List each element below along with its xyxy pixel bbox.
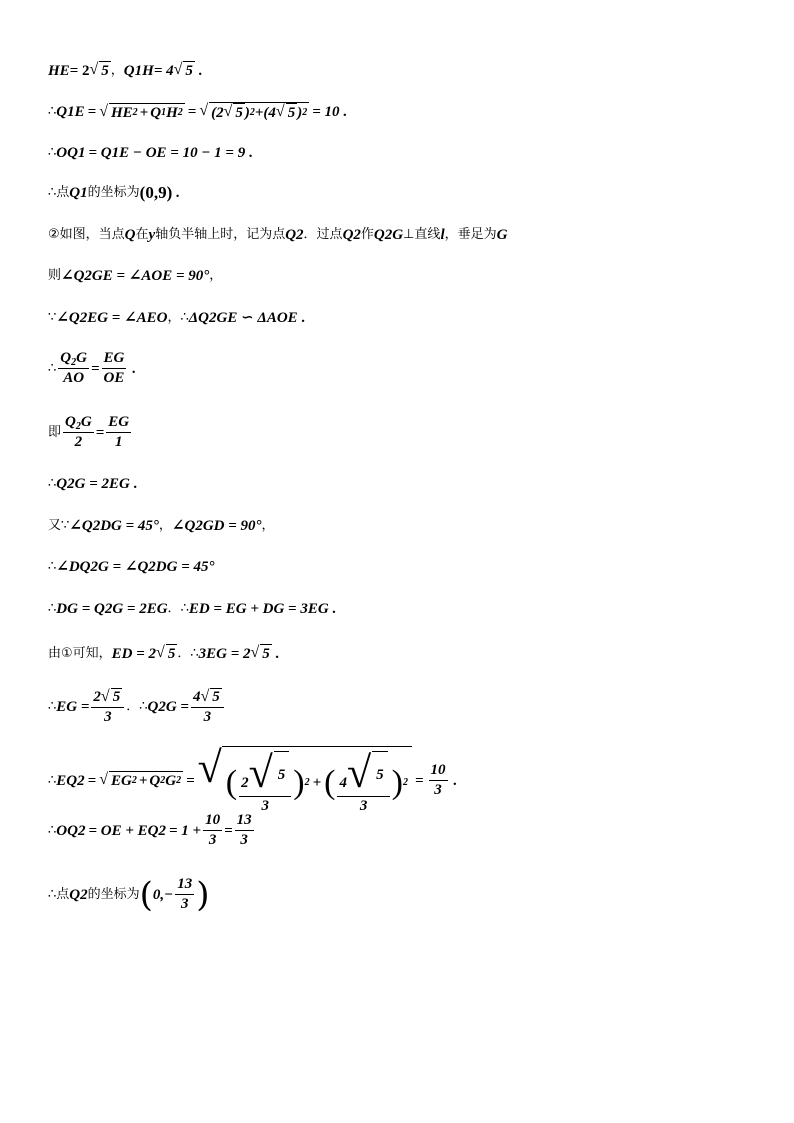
text: 的坐标为 (87, 886, 140, 902)
math-expression: E − OE = 10 − 1 = 9 (119, 145, 246, 161)
math-q: Q (69, 886, 81, 903)
line-2: ∴ Q 1 E = √ HE 2 + Q 1 H 2 = √ (2 √ 5 ) 2 +(4 √ 5 ) 2 = 10 . (48, 102, 348, 121)
text: 点 (56, 886, 70, 902)
text: 作 (360, 227, 374, 242)
math-q: Q (56, 476, 68, 492)
period: . (275, 645, 280, 662)
fraction: $\frac{Q_2G}{2}$ (65, 414, 92, 450)
separator: ． (167, 601, 181, 616)
math-expression: DG = Q (56, 601, 105, 617)
text: 的坐标为 (87, 185, 140, 200)
period: . (133, 476, 138, 492)
math-expression: DG = 45° (155, 559, 215, 575)
math-expression: 3EG = 2 (198, 645, 251, 662)
line-7: ∵ ∠Q 2 EG = ∠AEO ， ∴ ΔQ 2 GE ∽ ΔAOE . (48, 310, 306, 326)
therefore-symbol: ∴ (48, 699, 57, 714)
math-angle: ∠DQ (56, 559, 91, 575)
math-expression: G = (165, 699, 189, 715)
therefore-symbol: ∴ (48, 360, 57, 376)
therefore-symbol: ∴ (190, 645, 199, 661)
therefore-symbol: ∴ (139, 699, 148, 714)
coordinate: (0,9) (139, 183, 173, 202)
therefore-symbol: ∴ (180, 310, 189, 325)
math-expression: DG = 45° (100, 518, 159, 534)
text: ⊥直线 (403, 227, 441, 242)
period: . (198, 62, 203, 79)
line-12: ∴ ∠DQ 2 G = ∠Q 2 DG = 45° (48, 559, 215, 575)
text: 又∵ (48, 518, 70, 533)
therefore-symbol: ∴ (48, 104, 57, 119)
line-15: ∴ EG = 2 √ 5 3 ． ∴ Q 2 G = 4 √ 5 3 (48, 688, 226, 726)
fraction: $\frac{EG}{OE}$ (103, 350, 125, 386)
math-result: = 10 (312, 104, 340, 120)
separator: ， (167, 310, 181, 325)
period: . (301, 310, 306, 326)
text: ．过点 (303, 227, 343, 242)
sqrt-expression: √ HE 2 + Q 1 H 2 (99, 102, 183, 121)
math-eq: = (186, 772, 195, 789)
line-9 (48, 414, 133, 451)
sqrt-5: √ 5 (173, 61, 193, 79)
math-g: G (392, 227, 404, 243)
math-he: HE (48, 62, 70, 79)
fraction: $\frac{13}{3}$ (236, 812, 252, 848)
math-q: Q (342, 227, 354, 243)
math-expression: = 1 + (168, 822, 202, 839)
line-6: 则 ∠Q 2 GE = ∠AOE = 90° ， (48, 268, 223, 284)
math-oq: OQ (56, 145, 78, 161)
line-5: ②如图，当点 Q 在 y 轴负半轴上时，记为点 Q 2 ．过点 Q 2 作 Q 2 G ⊥直线 l ，垂足为 G (48, 227, 508, 243)
separator: ， (261, 518, 275, 533)
math-g: G (496, 227, 508, 243)
math-eq: = (95, 424, 105, 441)
math-expression: ED = 2 (111, 645, 157, 662)
separator: ． (177, 645, 191, 661)
line-3: ∴ OQ 1 = Q 1 E − OE = 10 − 1 = 9 . (48, 145, 253, 161)
math-expression: GD = 90° (202, 518, 262, 534)
therefore-symbol: ∴ (48, 185, 57, 200)
line-14 (48, 644, 280, 663)
math-expression: EG = (56, 699, 90, 715)
math-expression: G = 2EG (112, 601, 168, 617)
separator: ， (209, 268, 223, 283)
math-eq: = (87, 772, 97, 789)
math-angle: ∠Q (56, 310, 80, 326)
sqrt-5: √ 5 (156, 644, 176, 662)
math-angle: ∠Q (61, 268, 85, 284)
fraction: $\frac{13}{3}$ (177, 876, 193, 912)
math-l: l (440, 227, 445, 243)
math-expression: ED = EG + DG = 3EG (188, 601, 329, 617)
line-16: ∴ EQ 2 = √ EG 2 + Q 2 G 2 = √ ( 2 √ 5 3 ) 2 + ( 4 √ 5 3 ) 2 = $\frac{10}{3}$ . (48, 743, 458, 814)
line-1: HE = 2 √ 5 ， Q 1 H = 4 √ 5 . (48, 61, 203, 79)
therefore-symbol: ∴ (48, 886, 57, 902)
therefore-symbol: ∴ (48, 772, 57, 788)
math-eq: = Q (88, 145, 112, 161)
left-paren: ( (139, 874, 153, 915)
therefore-symbol: ∴ (48, 476, 57, 491)
math-q: Q (56, 104, 68, 120)
math-q: Q (123, 62, 135, 79)
period: . (332, 601, 337, 617)
text: 点 (56, 185, 70, 200)
sqrt-large-expression: √ ( 2 √ 5 3 ) 2 + ( 4 √ 5 3 ) 2 (198, 746, 412, 815)
math-q: Q (69, 185, 81, 201)
text: ②如图，当点 (48, 227, 125, 242)
math-eq: = (224, 822, 233, 839)
math-h: H (142, 62, 154, 79)
math-expression: GE = ∠AOE = 90° (91, 268, 210, 284)
because-symbol: ∵ (48, 310, 57, 325)
math-q: Q (124, 227, 136, 243)
math-e: E (74, 104, 85, 120)
therefore-symbol: ∴ (48, 601, 57, 616)
line-4: ∴ 点 Q 1 的坐标为 (0,9) . (48, 183, 180, 202)
text: ，垂足为 (444, 227, 497, 242)
sqrt-5: √ 5 (250, 644, 270, 662)
line-18: ∴ 点 Q 2 的坐标为 ( 0,− $\frac{13}{3}$ ) (48, 874, 210, 915)
math-expression: G = 2EG (74, 476, 130, 492)
text: 轴负半轴上时，记为点 (155, 227, 286, 242)
math-angle: ∠Q (171, 518, 196, 534)
fraction: $\frac{10}{3}$ (430, 762, 446, 798)
therefore-symbol: ∴ (48, 145, 57, 160)
period: . (343, 104, 348, 120)
period: . (176, 185, 180, 201)
math-y: y (148, 227, 156, 243)
line-8 (48, 350, 136, 387)
math-eq: = (87, 104, 97, 120)
period: . (132, 360, 137, 377)
math-eq: = 4 (153, 62, 174, 79)
math-eq: = (414, 772, 424, 789)
math-q: Q (285, 227, 297, 243)
fraction: $\frac{10}{3}$ (205, 812, 221, 848)
math-expression: = OE + EQ (88, 822, 159, 839)
math-q: Q (147, 699, 159, 715)
math-expression: GE ∽ ΔAOE (216, 310, 298, 326)
text: 在 (135, 227, 149, 242)
math-expression: EG = ∠AEO (87, 310, 168, 326)
fraction: 2 √ 5 3 (91, 688, 124, 726)
line-17: ∴ OQ 2 = OE + EQ 2 = 1 + $\frac{10}{3}$ = $\frac{13}{3}$ (48, 812, 252, 848)
period: . (249, 145, 253, 161)
sqrt-5: √ 5 (89, 61, 109, 79)
math-q: Q (373, 227, 385, 243)
math-expression: G = ∠Q (98, 559, 149, 575)
text: 由①可知， (48, 645, 112, 661)
line-11: 又∵ ∠Q 2 DG = 45° ， ∠Q 2 GD = 90° ， (48, 518, 275, 534)
text: 即 (48, 424, 62, 440)
separator: ． (126, 699, 140, 714)
sqrt-expression: √ (2 √ 5 ) 2 +(4 √ 5 ) 2 (199, 102, 308, 121)
math-eq: = 2 (69, 62, 90, 79)
text: 则 (48, 268, 62, 283)
sqrt-expression: √ EG 2 + Q 2 G 2 (99, 771, 182, 789)
therefore-symbol: ∴ (180, 601, 189, 616)
math-angle: ∠Q (69, 518, 93, 534)
period: . (453, 772, 458, 789)
math-oq: OQ (56, 822, 78, 839)
math-eq: = (187, 104, 197, 120)
math-eq2: EQ (56, 772, 78, 789)
fraction: 4 √ 5 3 (191, 688, 224, 726)
therefore-symbol: ∴ (48, 822, 57, 838)
math-coordinate: 0,− (152, 886, 174, 903)
separator: ， (110, 62, 124, 78)
math-triangle: ΔQ (188, 310, 210, 326)
therefore-symbol: ∴ (48, 559, 57, 574)
separator: ， (158, 518, 172, 533)
math-eq: = (90, 360, 100, 377)
fraction: $\frac{EG}{1}$ (108, 414, 130, 450)
fraction: $\frac{Q_2G}{AO}$ (60, 350, 87, 386)
right-paren: ) (196, 874, 210, 915)
line-10: ∴ Q 2 G = 2EG . (48, 476, 138, 492)
line-13: ∴ DG = Q 2 G = 2EG ． ∴ ED = EG + DG = 3EG . (48, 601, 337, 617)
